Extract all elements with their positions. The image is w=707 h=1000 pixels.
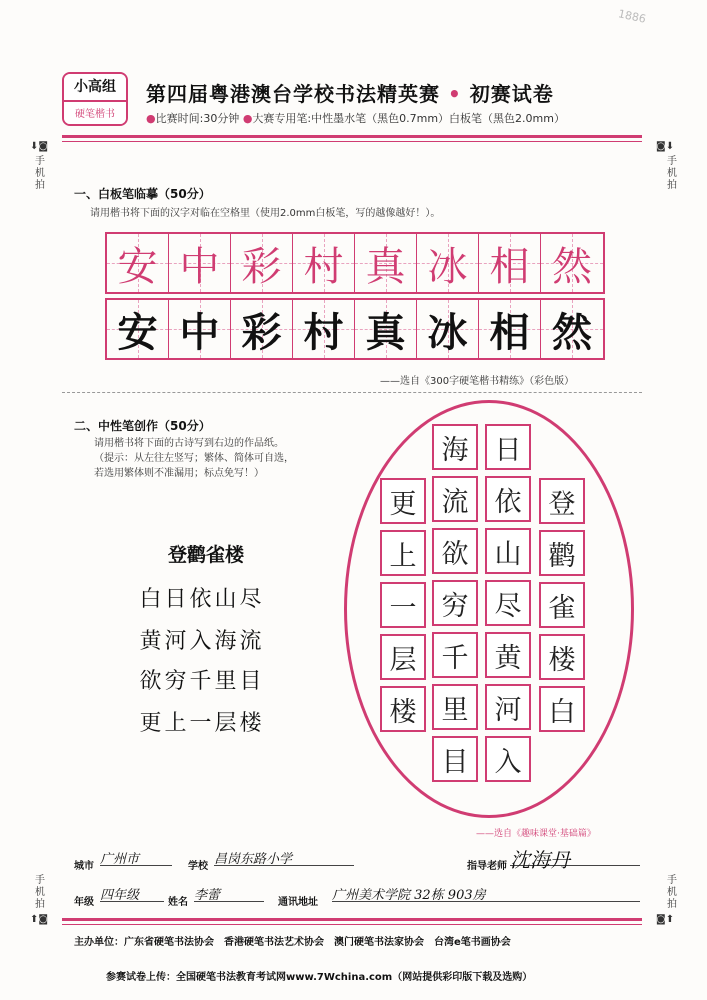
city-value: 广州市 [100, 852, 140, 867]
work-cell: 更 [380, 478, 426, 524]
grade-field[interactable] [100, 884, 164, 902]
camera-icon: ◙⬇ [656, 141, 675, 152]
copy-cell: 村 [293, 300, 355, 358]
teacher-value: 沈海丹 [510, 848, 570, 872]
work-cell: 河 [485, 684, 531, 730]
poem-line: 欲穷千里目 [139, 669, 265, 694]
work-cell: 上 [380, 530, 426, 576]
exam-info: ●比赛时间:30分钟 ●大赛专用笔:中性墨水笔（黑色0.7mm）白板笔（黑色2.0mm） [146, 112, 565, 125]
address-value: 广州美术学院 32栋 903房 [332, 888, 486, 903]
grade-label: 年级 [74, 897, 94, 908]
copy-cell: 真 [355, 300, 417, 358]
work-cell: 鹳 [539, 530, 585, 576]
name-value: 李蕾 [194, 888, 221, 903]
city-field[interactable] [100, 848, 172, 866]
work-cell: 里 [432, 684, 478, 730]
section2-title: 二、中性笔创作（50分） [74, 419, 211, 433]
name-field[interactable] [194, 884, 264, 902]
work-cell: 登 [539, 478, 585, 524]
model-cell: 相 [479, 234, 541, 292]
address-label: 通讯地址 [278, 897, 318, 908]
camera-icon: ⬇◙ [30, 141, 49, 152]
work-cell: 白 [539, 686, 585, 732]
poem-line: 黄河入海流 [139, 629, 265, 654]
model-row [105, 232, 605, 294]
camera-icon: ◙⬆ [656, 914, 675, 925]
grade-value: 四年级 [100, 888, 140, 903]
copy-cell: 冰 [417, 300, 479, 358]
section1-source: ——选自《300字硬笔楷书精练》（彩色版） [380, 376, 575, 387]
work-cell: 楼 [380, 686, 426, 732]
address-field[interactable] [332, 884, 640, 902]
work-cell: 入 [485, 736, 531, 782]
section2-desc-3: 若选用繁体则不准漏用；标点免写！） [94, 468, 264, 479]
category-label: 硬笔楷书 [64, 100, 126, 126]
school-field[interactable] [214, 848, 354, 866]
copy-cell: 中 [169, 300, 231, 358]
copy-cell: 然 [541, 300, 603, 358]
work-cell: 穷 [432, 580, 478, 626]
work-cell: 黄 [485, 632, 531, 678]
footer-rule-thin [62, 924, 642, 925]
work-cell: 海 [432, 424, 478, 470]
poem-line: 更上一层楼 [139, 711, 265, 736]
pen-note: 大赛专用笔:中性墨水笔（黑色0.7mm）白板笔（黑色2.0mm） [252, 112, 565, 125]
group-label: 小高组 [64, 74, 126, 100]
teacher-label: 指导老师 [467, 861, 507, 872]
title-suffix: 初赛试卷 [469, 82, 554, 106]
section1-desc: 请用楷书将下面的汉字对临在空格里（使用2.0mm白板笔，写的越像越好！）。 [90, 208, 441, 219]
page-title: 第四届粤港澳台学校书法精英赛 • 初赛试卷 [146, 82, 554, 106]
corner-number: 1886 [616, 7, 648, 26]
work-column-4 [380, 478, 426, 732]
work-cell: 雀 [539, 582, 585, 628]
model-cell: 然 [541, 234, 603, 292]
school-label: 学校 [188, 861, 208, 872]
time-note: 比赛时间:30分钟 [155, 112, 240, 125]
section2-source: ——选自《趣味课堂·基础篇》 [476, 829, 596, 839]
section2-desc-1: 请用楷书将下面的古诗写到右边的作品纸。 [94, 438, 284, 449]
work-column-1 [539, 478, 585, 732]
school-value: 昌岗东路小学 [214, 852, 293, 867]
work-cell: 楼 [539, 634, 585, 680]
footer-rule [62, 918, 642, 921]
model-cell: 中 [169, 234, 231, 292]
poem-line: 白日依山尽 [139, 587, 265, 612]
group-badge [62, 72, 128, 126]
work-cell: 欲 [432, 528, 478, 574]
work-cell: 目 [432, 736, 478, 782]
city-label: 城市 [74, 861, 94, 872]
section2-desc-2: （提示：从左往左竖写；繁体、简体可自选， [94, 453, 294, 464]
phone-note-bottom-right: 手机拍 [667, 875, 677, 910]
section1-title: 一、白板笔临摹（50分） [74, 187, 211, 201]
work-cell: 千 [432, 632, 478, 678]
copy-cell: 相 [479, 300, 541, 358]
model-cell: 真 [355, 234, 417, 292]
model-cell: 冰 [417, 234, 479, 292]
work-cell: 依 [485, 476, 531, 522]
section-divider [62, 392, 642, 393]
header-rule-thin [62, 141, 642, 142]
phone-note-bottom-left: 手机拍 [35, 875, 45, 910]
model-cell: 村 [293, 234, 355, 292]
sponsors: 主办单位：广东省硬笔书法协会 香港硬笔书法艺术协会 澳门硬笔书法家协会 台湾e笔书画协会 [74, 937, 511, 948]
work-cell: 一 [380, 582, 426, 628]
phone-note-top-right: 手机拍 [667, 156, 677, 191]
title-main: 第四届粤港澳台学校书法精英赛 [146, 82, 440, 106]
copy-cell: 安 [107, 300, 169, 358]
phone-note-top-left: 手机拍 [35, 156, 45, 191]
teacher-field[interactable] [510, 844, 640, 872]
work-column-2 [485, 424, 531, 782]
copy-cell: 彩 [231, 300, 293, 358]
footer-note: 参赛试卷上传：全国硬笔书法教育考试网www.7Wchina.com（网站提供彩印版下载及选购） [106, 972, 533, 983]
camera-icon: ⬆◙ [30, 914, 49, 925]
model-cell: 安 [107, 234, 169, 292]
name-label: 姓名 [168, 897, 188, 908]
work-cell: 流 [432, 476, 478, 522]
header-rule [62, 135, 642, 138]
work-column-3 [432, 424, 478, 782]
work-cell: 尽 [485, 580, 531, 626]
work-cell: 层 [380, 634, 426, 680]
work-cell: 日 [485, 424, 531, 470]
work-cell: 山 [485, 528, 531, 574]
copy-row [105, 298, 605, 360]
poem-title: 登鹳雀楼 [167, 544, 244, 566]
model-cell: 彩 [231, 234, 293, 292]
